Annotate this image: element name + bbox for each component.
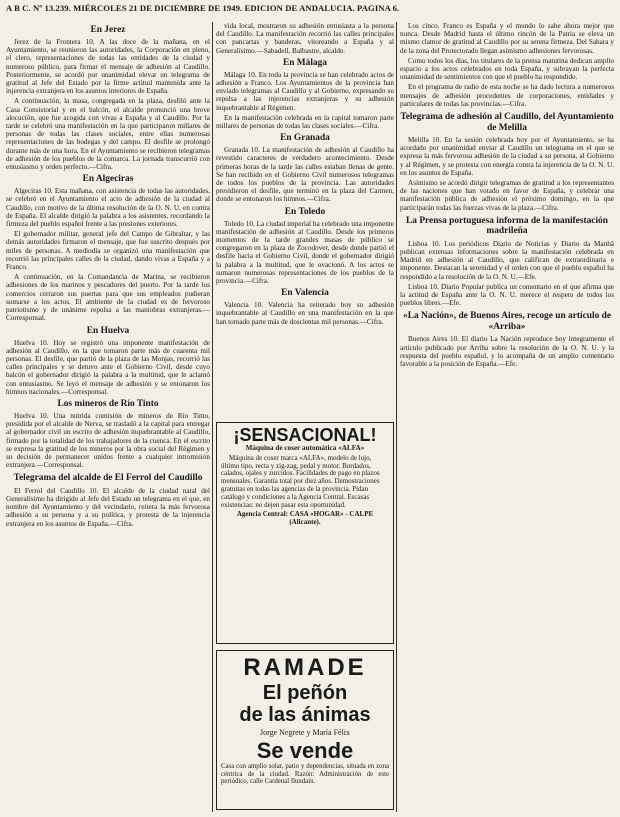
column-3 [400, 22, 614, 812]
ad-subhead: Máquina de coser automática «ALFA» [245, 444, 365, 452]
paragraph: El gobernador militar, general jefe del Campo de Gibraltar, y las demás autoridades firmaron el mensaje, que fue suscrito después por miles de personas. A mediodía se organizó una manifestación que recorrió las principales calles de la ciudad, dando vivas a España y a Franco. [6, 230, 210, 272]
headline-toledo: En Toledo [284, 206, 326, 217]
headline-melilla: Telegrama de adhesión al Caudillo, del Ayuntamiento de Melilla [400, 112, 614, 133]
paragraph: Como todos los días, los titulares de la prensa matutina dedican amplio espacio a los actos celebrados en toda España, y subrayan la perfecta unanimidad de sentimientos con que el pueblo ha respondido. [400, 56, 614, 82]
paragraph: Lisboa 10. Los periódicos Diario de Noticias y Diario da Manhã publican extensas informaciones sobre la manifestación celebrada en Madrid en adhesión al Caudillo, que califican de extraordinaria e imponente. Destacan la serenidad y el orden con que el pueblo español ha respondido a la resolución de la O. N. U.—Efe. [400, 239, 614, 281]
paragraph: Asimismo se acordó dirigir telegramas de gratitud a los representantes de las naciones que han votado en favor de España, y celebrar una manifestación pública de adhesión el próximo domingo, en la que participarán todas las fuerzas vivas de la plaza.—Cifra. [400, 179, 614, 212]
ad-headline: ¡SENSACIONAL! [233, 425, 377, 445]
headline-rio-tinto: Los mineros de Río Tinto [57, 398, 159, 409]
headline-algeciras: En Algeciras [82, 174, 134, 185]
column-rule-right [396, 22, 397, 812]
paragraph: Toledo 10. La ciudad imperial ha celebrado una imponente manifestación de adhesión al Caudillo. Desde los primeros momentos de la tarde grandes masas de público se congregaron en la plaza de Zocodover, desde donde partió el desfile hacia el Gobierno Civil, donde el gobernador dirigió la palabra a la multitud, que le ovacionó. A los actos se sumaron numerosas representaciones de los pueblos de la provincia.—Cifra. [216, 219, 394, 286]
advertisement-cinema [216, 650, 394, 810]
column-rule-left [212, 22, 213, 812]
column-2 [216, 22, 394, 420]
paragraph: Málaga 10. En toda la provincia se han celebrado actos de adhesión a Franco. Los Ayuntamientos de la provincia han enviado telegramas al Caudillo y al Gobierno, expresando su repulsa a las injerencias extranjeras y su adhesión inquebrantable al Régimen. [216, 70, 394, 112]
headline-granada: En Granada [280, 133, 330, 144]
paragraph: Jerez de la Frontera 10. A las doce de la mañana, en el Ayuntamiento, se reunieron las autoridades, la Corporación en pleno, el clero, representaciones de todas las entidades de la ciudad y numeroso público, para firmar el mensaje de adhesión al Caudillo. Posteriormente, se acordó por unanimidad elevar un telegrama de gratitud al Jefe del Estado por la firme actitud mantenida ante la injerencia extranjera en los asuntos interiores de España. [6, 38, 210, 96]
paragraph: Buenos Aires 10. El diario La Nación reproduce hoy íntegramente el artículo publicado por Arriba sobre la resolución de la O. N. U. y la respuesta del pueblo español, y lo acompaña de un amplio comentario favorable a la posición de España.—Efe. [400, 335, 614, 369]
ad-body: Máquina de coser marca «ALFA», modelo de lujo, último tipo, recta y zig-zag, pedal y motor. Bordados, calados, ojales y zurcidos. Facilidades de pago en plazos mensuales. Garantía total por diez años. Demostraciones gratuitas en todas las agencias de la provincia. Pidan catálogo y condiciones a la Agencia Central. Escasas existencias: no dejen pasar esta oportunidad. [221, 453, 380, 509]
headline-la-nacion: «La Nación», de Buenos Aires, recoge un artículo de «Arriba» [403, 311, 611, 332]
paragraph: En el programa de radio de esta noche se ha dado lectura a numerosos mensajes de adhesión procedentes de corporaciones, entidades y particulares de todas las provincias.—Cifra. [400, 83, 614, 108]
headline-malaga: En Málaga [282, 57, 327, 68]
paragraph: Melilla 10. En la sesión celebrada hoy por el Ayuntamiento, se ha acordado por unanimidad enviar al Caudillo un telegrama en el que se expresa la más fervorosa adhesión de la ciudad a su persona, al Gobierno y al Régimen, y se protesta con energía contra la injerencia de la O. N. U. en los asuntos de España. [400, 136, 614, 177]
ad-film-title-1: El peñón [262, 682, 348, 704]
ad-small-text: Casa con amplio solar, patio y dependencias, situada en zona céntrica de la ciudad. Razón: Administración de este periódico, calle Cardenal Ilundain. [221, 763, 389, 786]
ad-ramade: RAMADE [243, 654, 367, 681]
paragraph: vida local, mostraron su adhesión entusiasta a la persona del Caudillo. La manifestación recorrió las calles principales con pancartas y banderas, vitoreando a España y al Generalísimo.—Sabadell, Balbastre, alcalde. [216, 22, 394, 55]
running-head: A B C. Nº 13.239. MIÉRCOLES 21 DE DICIEMBRE DE 1949. EDICION DE ANDALUCIA. PAGINA 6. [6, 3, 400, 13]
paragraph: A continuación, en la Comandancia de Marina, se recibieron adhesiones de los marinos y pescadores del puerto. Por la tarde los comercios cerraron sus puertas para que sus empleados pudieran sumarse a los actos. El ambiente de la ciudad es de fervoroso patriotismo y de unánime repulsa a las maniobras extranjeras.—Corresponsal. [6, 273, 210, 323]
headline-huelva: En Huelva [86, 325, 130, 336]
paragraph: Huelva 10. Hoy se registró una imponente manifestación de adhesión al Caudillo, en la que tomaron parte más de cuarenta mil personas. El desfile, que partió de la plaza de las Monjas, recorrió las calles principales y se detuvo ante el Gobierno Civil, desde cuyo balcón el gobernador dirigió la palabra a la multitud, que le aclamó con entusiasmo. Se leyó el mensaje de adhesión y se entonaron los himnos nacionales.—Corresponsal. [6, 338, 210, 396]
ad-footer: Agencia Central: CASA «HOGAR» - CALPE (Alicante). [236, 510, 374, 527]
paragraph: Los cinco. Franco es España y el mundo lo sabe ahora mejor que nunca. Desde Madrid hasta el último rincón de la Patria se eleva un mismo clamor de gratitud al Caudillo por su serena firmeza. Del Sahara y de la zona del Protectorado llegan asimismo adhesiones fervorosas. [400, 22, 614, 55]
paragraph: Granada 10. La manifestación de adhesión al Caudillo ha revestido caracteres de verdadero acontecimiento. Desde primeras horas de la tarde las calles estaban llenas de gente. Se han recibido en el Gobierno Civil numerosos telegramas de todos los pueblos de la provincia. Las autoridades presidieron el desfile, que terminó en la plaza del Carmen, donde se entonaron los himnos.—Cifra. [216, 146, 394, 204]
ad-se-vende: Se vende [256, 738, 354, 763]
advertisement-sewing-machine [216, 422, 394, 644]
paragraph: En la manifestación celebrada en la capital tomaron parte millares de personas de todas las clases sociales.—Cifra. [216, 113, 394, 131]
paragraph: A continuación, la masa, congregada en la plaza, desfiló ante la Casa Consistorial y en el balcón, el alcalde pronunció una breve alocución, que fue acogida con vivas a España y al Caudillo. Por la tarde se celebró una manifestación en la que participaron millares de personas de todas las clases sociales, entre ellas numerosas representaciones de las bodegas y del campo. El desfile se prolongó durante más de una hora. En el Ayuntamiento se recibieron telegramas de adhesión de los pueblos de la comarca. La jornada transcurrió con entusiasmo y orden perfecto.—Cifra. [6, 97, 210, 172]
headline-jerez: En Jerez [90, 25, 126, 35]
headline-ferrol: Telegrama del alcalde de El Ferrol del Caudillo [13, 473, 203, 484]
ad-film-title-2: de las ánimas [239, 704, 371, 726]
headline-portuguese-press: La Prensa portuguesa informa de la manifestación madrileña [406, 215, 608, 237]
paragraph: Lisboa 10. Diario Popular publica un comentario en el que afirma que la actitud de España ante la O. N. U. merece el respeto de todos los pueblos libres.—Efe. [400, 282, 614, 308]
column-1 [6, 22, 210, 812]
paragraph: Algeciras 10. Esta mañana, con asistencia de todas las autoridades, se celebró en el Ayuntamiento el acto de adhesión de la ciudad al Caudillo, con motivo de la última resolución de la O. N. U. en contra de España. El alcalde dirigió la palabra a los asistentes, recordando la firmeza del pueblo español frente a las presiones exteriores. [6, 187, 210, 229]
paragraph: Huelva 10. Una nutrida comisión de mineros de Río Tinto, presidida por el alcalde de Nerva, se trasladó a la capital para entregar al gobernador civil un escrito de adhesión inquebrantable al Caudillo, firmado por la totalidad de los trabajadores de la cuenca. En el escrito se expresa la gratitud de los mineros por la obra social del Régimen y su decisión de permanecer unidos frente a cualquier intromisión extranjera.—Corresponsal. [6, 411, 210, 470]
paragraph: Valencia 10. Valencia ha reiterado hoy su adhesión inquebrantable al Caudillo en una manifestación en la que han tomado parte más de doscientas mil personas.—Cifra. [216, 301, 394, 326]
ad-cast: Jorge Negrete y María Félix [259, 728, 351, 737]
paragraph: El Ferrol del Caudillo 10. El alcalde de la ciudad natal del Generalísimo ha dirigido al Jefe del Estado un telegrama en el que, en nombre del Ayuntamiento y del vecindario, reitera la más fervorosa adhesión a su persona y a su política, y protesta de la injerencia extranjera en los asuntos de España.—Cifra. [6, 486, 210, 528]
headline-valencia: En Valencia [281, 288, 329, 299]
